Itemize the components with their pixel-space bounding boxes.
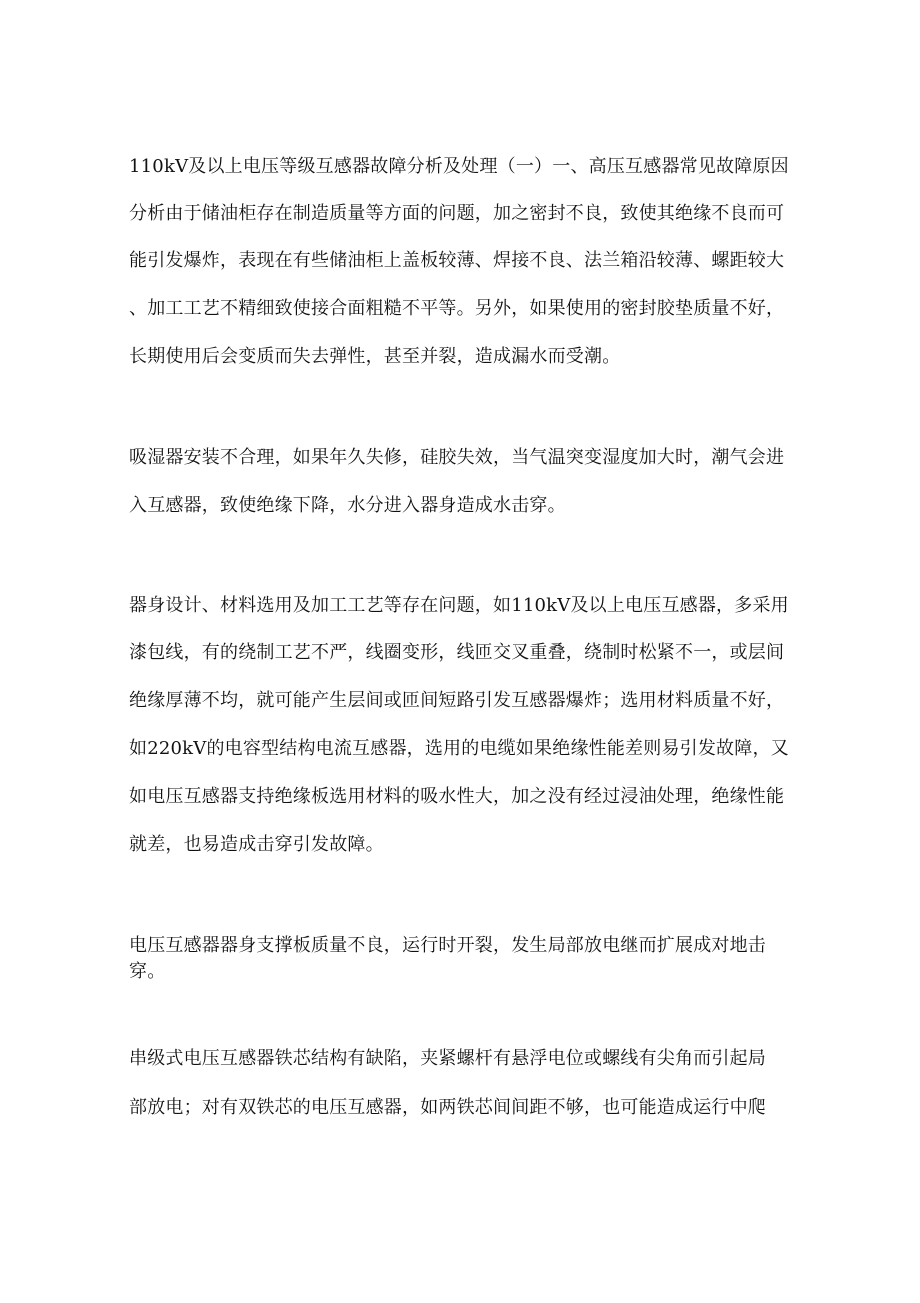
paragraph-3-line-2: 漆包线，有的绕制工艺不严，线圈变形，线匝交叉重叠，绕制时松紧不一，或层间 bbox=[129, 642, 785, 663]
paragraph-3-line-3: 绝缘厚薄不均，就可能产生层间或匝间短路引发互感器爆炸；选用材料质量不好， bbox=[129, 690, 785, 711]
paragraph-2-line-2: 入互感器，致使绝缘下降，水分进入器身造成水击穿。 bbox=[129, 495, 566, 516]
paragraph-3-line-6: 就差，也易造成击穿引发故障。 bbox=[129, 834, 384, 855]
paragraph-3-line-5: 如电压互感器支持绝缘板选用材料的吸水性大，加之没有经过浸油处理，绝缘性能 bbox=[129, 786, 785, 807]
paragraph-2-line-1: 吸湿器安装不合理，如果年久失修，硅胶失效，当气温突变湿度加大时，潮气会进 bbox=[129, 447, 785, 468]
paragraph-1-line-5: 长期使用后会变质而失去弹性，甚至并裂，造成漏水而受潮。 bbox=[129, 346, 621, 367]
paragraph-4-line-1: 电压互感器器身支撑板质量不良，运行时开裂，发生局部放电继而扩展成对地击 bbox=[129, 935, 766, 956]
paragraph-3-line-4: 如220kV的电容型结构电流互感器，选用的电缆如果绝缘性能差则易引发故障，又 bbox=[129, 738, 789, 759]
paragraph-1-line-1: 110kV及以上电压等级互感器故障分析及处理（一）一、高压互感器常见故障原因 bbox=[129, 156, 789, 177]
paragraph-1-line-4: 、加工工艺不精细致使接合面粗糙不平等。另外，如果使用的密封胶垫质量不好， bbox=[129, 298, 785, 319]
paragraph-1-line-3: 能引发爆炸，表现在有些储油柜上盖板较薄、焊接不良、法兰箱沿较薄、螺距较大 bbox=[129, 250, 785, 271]
paragraph-3-line-1: 器身设计、材料选用及加工工艺等存在问题，如110kV及以上电压互感器，多采用 bbox=[129, 595, 789, 616]
paragraph-4-line-2: 穿。 bbox=[129, 961, 166, 982]
paragraph-1-line-2: 分析由于储油柜存在制造质量等方面的问题，加之密封不良，致使其绝缘不良而可 bbox=[129, 203, 785, 224]
paragraph-5-line-2: 部放电；对有双铁芯的电压互感器，如两铁芯间间距不够，也可能造成运行中爬 bbox=[129, 1097, 766, 1118]
paragraph-5-line-1: 串级式电压互感器铁芯结构有缺陷，夹紧螺杆有悬浮电位或螺线有尖角而引起局 bbox=[129, 1048, 766, 1069]
